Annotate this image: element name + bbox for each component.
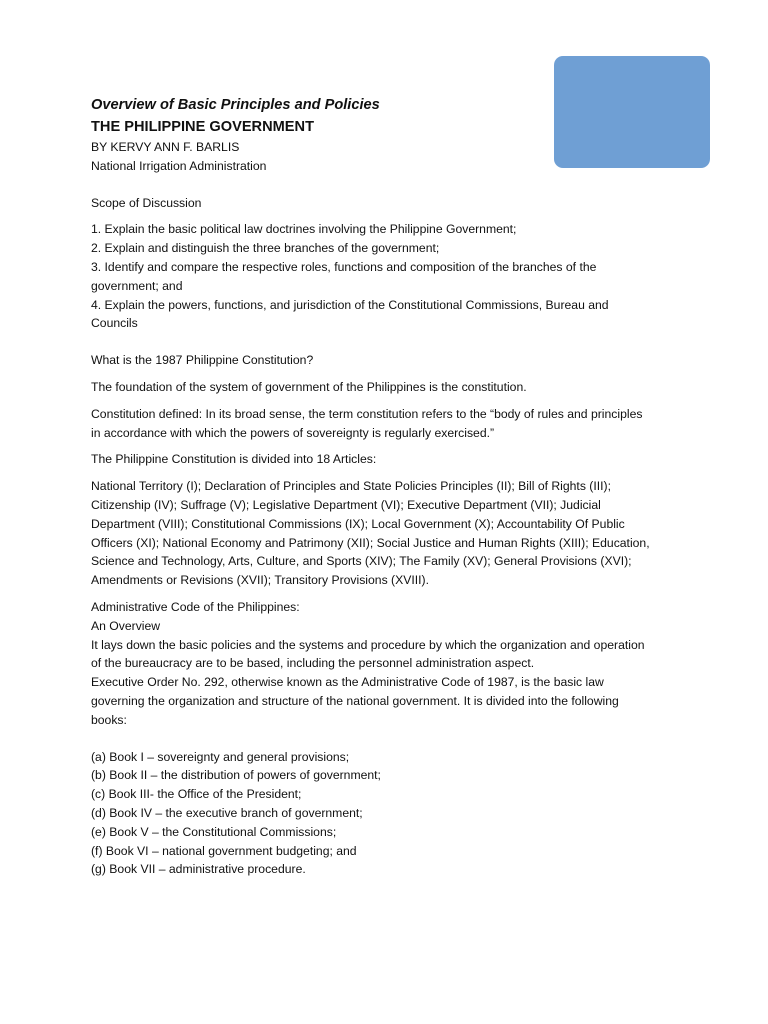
- author-line: BY KERVY ANN F. BARLIS: [91, 140, 240, 154]
- scope-heading: Scope of Discussion: [91, 195, 202, 210]
- book-item: (d) Book IV – the executive branch of government;: [91, 805, 363, 820]
- book-item: (c) Book III- the Office of the President;: [91, 787, 302, 802]
- book-item: (f) Book VI – national government budgeting; and: [91, 843, 357, 858]
- document-subtitle: Overview of Basic Principles and Policies: [91, 97, 380, 113]
- scope-item-continuation: government; and: [91, 278, 183, 293]
- paragraph-line: Executive Order No. 292, otherwise known as the Administrative Code of 1987, is the basic law: [91, 675, 604, 690]
- paragraph-line: in accordance with which the powers of sovereignty is regularly exercised.”: [91, 425, 495, 440]
- books-list: [91, 748, 651, 880]
- document-title: THE PHILIPPINE GOVERNMENT: [91, 119, 314, 135]
- paragraph-line: of the bureaucracy are to be based, including the personnel administration aspect.: [91, 656, 535, 671]
- admin-code-heading: Administrative Code of the Philippines:: [91, 599, 300, 614]
- paragraph-line: books:: [91, 712, 127, 727]
- scope-item: 4. Explain the powers, functions, and jurisdiction of the Constitutional Commissions, Bureau and: [91, 297, 609, 312]
- paragraph-line: It lays down the basic policies and the systems and procedure by which the organization and operation: [91, 637, 645, 652]
- scope-item: 1. Explain the basic political law doctrines involving the Philippine Government;: [91, 222, 517, 237]
- paragraph-line: Science and Technology, Arts, Culture, and Sports (XIV); The Family (XV); General Provisions (XVI);: [91, 554, 632, 569]
- organization-line: National Irrigation Administration: [91, 158, 267, 173]
- scope-item-continuation: Councils: [91, 316, 138, 331]
- paragraph-line: An Overview: [91, 618, 161, 633]
- constitution-articles-list: [91, 477, 651, 590]
- constitution-definition: [91, 405, 651, 443]
- paragraph-line: National Territory (I); Declaration of Principles and State Policies Principles (II); Bill of Rights (III);: [91, 479, 611, 494]
- document-body: [91, 95, 651, 879]
- constitution-heading: What is the 1987 Philippine Constitution?: [91, 353, 314, 368]
- book-item: (g) Book VII – administrative procedure.: [91, 862, 306, 877]
- paragraph-line: Citizenship (IV); Suffrage (V); Legislative Department (VI); Executive Department (VII); Judicial: [91, 497, 601, 512]
- book-item: (a) Book I – sovereignty and general provisions;: [91, 749, 350, 764]
- scope-list: [91, 220, 651, 333]
- book-item: (e) Book V – the Constitutional Commissions;: [91, 824, 337, 839]
- paragraph-line: Department (VIII); Constitutional Commissions (IX); Local Government (X); Accountability Of Public: [91, 516, 625, 531]
- paragraph-line: governing the organization and structure of the national government. It is divided into the following: [91, 693, 619, 708]
- scope-item: 3. Identify and compare the respective roles, functions and composition of the branches of the: [91, 259, 597, 274]
- paragraph-line: Officers (XI); National Economy and Patrimony (XII); Social Justice and Human Rights (XIII); Education,: [91, 535, 650, 550]
- paragraph-line: Amendments or Revisions (XVII); Transitory Provisions (XVIII).: [91, 573, 429, 588]
- book-item: (b) Book II – the distribution of powers of government;: [91, 768, 381, 783]
- constitution-paragraph-1: The foundation of the system of government of the Philippines is the constitution.: [91, 379, 527, 394]
- admin-code-overview: [91, 617, 651, 730]
- paragraph-line: Constitution defined: In its broad sense, the term constitution refers to the “body of rules and principles: [91, 406, 643, 421]
- scope-item: 2. Explain and distinguish the three branches of the government;: [91, 241, 440, 256]
- constitution-articles-intro: The Philippine Constitution is divided into 18 Articles:: [91, 452, 377, 467]
